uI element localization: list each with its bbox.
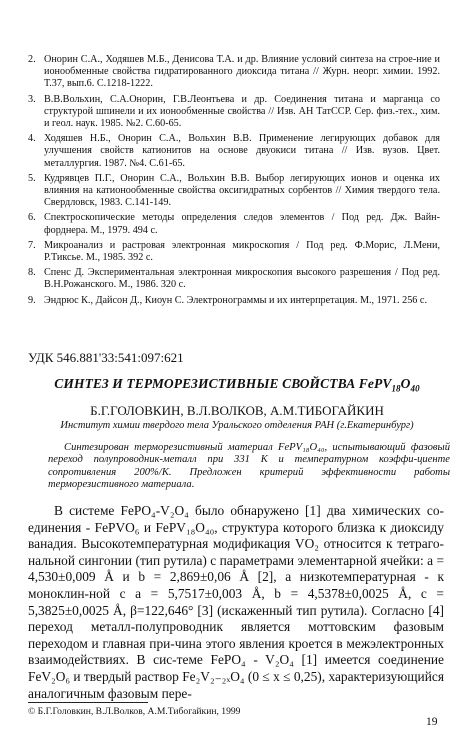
article-title — [0, 376, 474, 394]
reference-number: 2. — [28, 54, 36, 65]
reference-number: 9. — [28, 294, 36, 306]
reference-item — [28, 295, 440, 307]
reference-item — [28, 94, 440, 131]
reference-list — [28, 54, 440, 310]
reference-number: 6. — [28, 212, 36, 224]
reference-item — [28, 173, 440, 210]
reference-item — [28, 133, 440, 170]
affiliation: Институт химии твердого тела Уральского отделения РАН (г.Екатеринбург) — [60, 420, 414, 431]
body-text — [28, 503, 444, 702]
reference-number: 4. — [28, 133, 36, 145]
title-text: СИНТЕЗ И ТЕРМОРЕЗИСТИВНЫЕ СВОЙСТВА FePV — [54, 376, 392, 391]
reference-number: 3. — [28, 93, 36, 105]
reference-item — [28, 240, 440, 264]
reference-text: Спенс Д. Экспериментальная электронная микроскопия высокого разрешения / Под ред. В.Н.Рожанского. М., 1986. 320 с. — [44, 267, 440, 291]
udc-code: УДК 546.881'33:541:097:621 — [28, 350, 184, 365]
reference-number: 5. — [28, 172, 36, 184]
reference-text: Онорин С.А., Ходяшев М.Б., Денисова Т.А. и др. Влияние условий синтеза на строе-ние и ионообменные свойства гидратированного диоксида титана // Журн. неорг. химии. 1992. Т.37, вып.6. С.1218-1222. — [44, 54, 440, 90]
authors: Б.Г.ГОЛОВКИН, В.Л.ВОЛКОВ, А.М.ТИБОГАЙКИН — [90, 403, 384, 418]
reference-text: Кудрявцев П.Г., Онорин С.А., Вольхин В.В. Выбор легирующих ионов и оценка их влияния на катионообменные свойства оксигидратных сорбентов // Химия твердого тела. Свердловск, 1983. С.141-149. — [44, 172, 440, 209]
reference-item — [28, 212, 440, 236]
page-number: 19 — [426, 716, 438, 728]
reference-item — [28, 54, 440, 91]
title-subscript-v: 18 — [391, 383, 401, 394]
reference-number: 7. — [28, 239, 36, 251]
reference-text: Ходяшев Н.Б., Онорин С.А., Вольхин В.В. Применение легирующих добавок для улучшения свойств катионитов на основе двуокиси титана // Изв. вузов. Цвет. металлургия. 1987. №4. С.61-65. — [44, 133, 440, 169]
copyright-note: © Б.Г.Головкин, В.Л.Волков, А.М.Тибогайкин, 1999 — [28, 706, 241, 717]
reference-text: Микроанализ и растровая электронная микроскопия / Под ред. Ф.Морис, Л.Мени, Р.Тиксье. М., 1985. 392 с. — [44, 239, 440, 264]
reference-text: Спектроскопические методы определения следов элементов / Под ред. Дж. Вайн-форднера. М., 1979. 494 с. — [44, 212, 440, 236]
abstract: Синтезирован терморезистивный материал FePV₁₈O₄₀, испытывающий фазовый переход полупроводник-металл при 331 K и температурном коэффи-циенте сопротивления 200%/K. Предложен критерий эффективности работы терморезистивного материала. — [48, 442, 450, 491]
reference-text: В.В.Вольхин, С.А.Онорин, Г.В.Леонтьева и др. Соединения титана и марганца со структурой шпинели и их ионообменные свойства // Изв. АН ТатССР. Сер. физ.-тех., хим. и геол. наук. 1985. №2. С.60-65. — [44, 93, 440, 130]
title-text-o: O — [400, 376, 411, 391]
reference-number: 8. — [28, 267, 36, 279]
footnote-rule — [28, 702, 148, 703]
title-subscript-o: 40 — [410, 383, 420, 394]
reference-item — [28, 267, 440, 291]
body-paragraph: В системе FePO₄-V₂O₄ было обнаружено [1] два химических со-единения - FePVO₆ и FePV₁₈O₄₀, структура которого близка к диоксиду ванадия. Высокотемпературная модификация VO₂ относится к тетраго-нальной сингонии (тип рутила) с параметрами элементарной ячейки: a = 4,530±0,009 Å и b = 2,869±0,06 Å [2], а низкотемпературная - к моноклин-ной c a = 5,7517±0,003 Å, b = 4,5378±0,0025 Å, c = 5,3825±0,0025 Å, β=122,646° [3] (искаженный тип рутила). Согласно [4] переход металл-полупроводник является моттовским фазовым переходом и главная при-чина этого явления кроется в межэлектронных взаимодействиях. В сис-теме FePO₄ - V₂O₄ [1] имеется соединение FeV₂O₆ и твердый раствор Fe₂V₂₋₂ₓO₄ (0 ≤ x ≤ 0,25), характеризующийся аналогичным фазовым пере- — [28, 503, 444, 701]
reference-text: Эндрюс К., Дайсон Д., Киоун С. Электронограммы и их интерпретация. М., 1971. 256 с. — [44, 294, 428, 306]
